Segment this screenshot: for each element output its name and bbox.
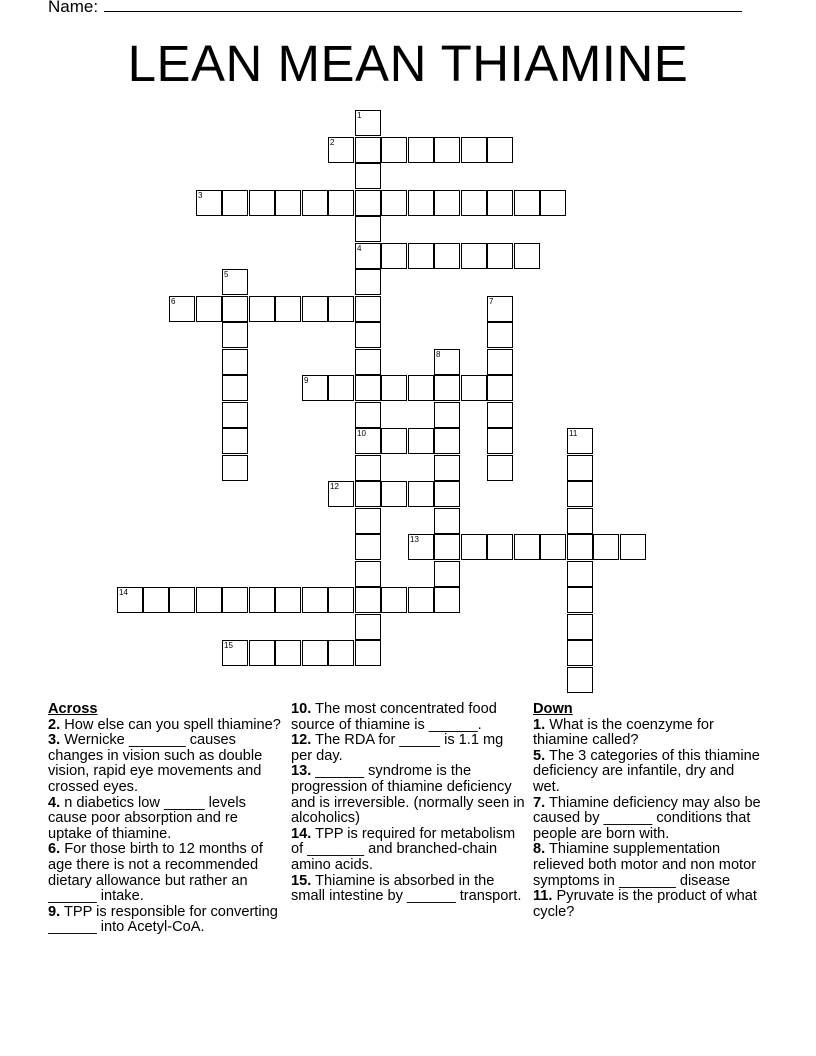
across-clues-continued [291,702,525,905]
grid-cell[interactable] [487,402,513,428]
grid-cell[interactable] [567,587,593,613]
clue-number: 12 [330,482,339,491]
clue-number: 14 [119,588,128,597]
grid-cell[interactable] [408,587,434,613]
clue-item [533,749,763,796]
clue-number: 3 [198,191,203,200]
grid-cell[interactable] [355,163,381,189]
grid-cell[interactable] [514,190,540,216]
clue-number: 6 [171,297,176,306]
grid-cell[interactable] [355,349,381,375]
grid-cell[interactable] [196,190,222,216]
clue-item-text: The most concentrated food source of thiamine is ______. [291,701,497,733]
grid-cell[interactable] [461,534,487,560]
clue-number: 10 [357,429,366,438]
grid-cell[interactable] [567,508,593,534]
grid-cell[interactable] [302,375,328,401]
clue-item-number: 15. [291,872,312,889]
grid-cell[interactable] [222,587,248,613]
grid-cell[interactable] [381,587,407,613]
clue-item [48,842,282,904]
grid-cell[interactable] [461,243,487,269]
clue-number: 4 [357,244,362,253]
grid-cell[interactable] [222,269,248,295]
grid-cell[interactable] [355,110,381,136]
grid-cell[interactable] [487,190,513,216]
grid-cell[interactable] [328,481,354,507]
clue-item-number: 2. [48,716,61,733]
clue-item-number: 11. [533,888,553,905]
grid-cell[interactable] [461,375,487,401]
grid-cell[interactable] [355,534,381,560]
grid-cell[interactable] [461,190,487,216]
grid-cell[interactable] [328,190,354,216]
clue-item-text: ______ syndrome is the progression of thiamine deficiency and is irreversible. (normally seen in alcoholics) [291,763,525,827]
grid-cell[interactable] [434,534,460,560]
clue-item [533,796,763,843]
clue-item [48,718,282,734]
grid-cell[interactable] [514,534,540,560]
clue-item-text: Thiamine deficiency may also be caused by ______ conditions that people are born with. [533,794,761,842]
grid-cell[interactable] [355,296,381,322]
clue-item [48,905,282,936]
grid-cell[interactable] [222,402,248,428]
grid-cell[interactable] [249,587,275,613]
clue-item-number: 13. [291,763,312,780]
grid-cell[interactable] [434,243,460,269]
across-clue-list [48,718,282,936]
clue-item-text: Thiamine is absorbed in the small intestine by ______ transport. [291,872,522,905]
grid-cell[interactable] [355,190,381,216]
grid-cell[interactable] [408,137,434,163]
grid-cell[interactable] [222,349,248,375]
clue-item-text: The RDA for _____ is 1.1 mg per day. [291,732,504,764]
grid-cell[interactable] [567,534,593,560]
clue-item-text: For those birth to 12 months of age there is not a recommended dietary allowance but rather an ______ intake. [48,841,263,905]
grid-cell[interactable] [434,190,460,216]
grid-cell[interactable] [196,296,222,322]
grid-cell[interactable] [355,269,381,295]
grid-cell[interactable] [381,481,407,507]
clue-item [291,827,525,874]
grid-cell[interactable] [355,322,381,348]
grid-cell[interactable] [487,243,513,269]
across-clue-list-continued [291,702,525,905]
across-clues [48,702,282,956]
grid-cell[interactable] [275,190,301,216]
clue-item-number: 7. [533,794,546,811]
grid-cell[interactable] [355,216,381,242]
clue-item [291,702,525,733]
grid-cell[interactable] [540,534,566,560]
clue-item [291,764,525,826]
grid-cell[interactable] [302,587,328,613]
clue-item-number: 9. [48,903,61,920]
grid-cell[interactable] [567,561,593,587]
grid-cell[interactable] [567,428,593,454]
clue-item-text: TPP is responsible for converting ______ into Acetyl-CoA. [48,903,278,936]
name-label: Name: [48,0,99,16]
grid-cell[interactable] [275,640,301,666]
grid-cell[interactable] [408,428,434,454]
grid-cell[interactable] [434,349,460,375]
grid-cell[interactable] [222,322,248,348]
grid-cell[interactable] [434,481,460,507]
grid-cell[interactable] [328,137,354,163]
grid-cell[interactable] [302,640,328,666]
grid-cell[interactable] [381,428,407,454]
grid-cell[interactable] [328,640,354,666]
grid-cell[interactable] [355,640,381,666]
grid-cell[interactable] [487,455,513,481]
grid-cell[interactable] [355,428,381,454]
grid-cell[interactable] [328,587,354,613]
grid-cell[interactable] [408,190,434,216]
down-clues [533,702,763,956]
clue-number: 5 [224,270,229,279]
grid-cell[interactable] [196,587,222,613]
down-clue-list [533,718,763,921]
clue-number: 7 [489,297,494,306]
grid-cell[interactable] [275,587,301,613]
grid-cell[interactable] [143,587,169,613]
grid-cell[interactable] [355,375,381,401]
clue-item-number: 4. [48,794,61,811]
grid-cell[interactable] [487,534,513,560]
grid-cell[interactable] [487,375,513,401]
clue-item-text: n diabetics low _____ levels cause poor absorption and re uptake of thiamine. [48,794,246,842]
grid-cell[interactable] [434,402,460,428]
clue-item-text: What is the coenzyme for thiamine called? [533,716,714,749]
grid-cell[interactable] [567,455,593,481]
grid-cell[interactable] [249,296,275,322]
clue-item-number: 5. [533,747,546,764]
grid-cell[interactable] [328,296,354,322]
grid-cell[interactable] [567,640,593,666]
grid-cell[interactable] [355,455,381,481]
clue-item [533,718,763,749]
clue-item [291,733,525,764]
clue-item [48,733,282,795]
grid-cell[interactable] [540,190,566,216]
grid-cell[interactable] [355,137,381,163]
grid-cell[interactable] [355,561,381,587]
clue-item [533,889,763,920]
grid-cell[interactable] [408,243,434,269]
clue-item [48,796,282,843]
grid-cell[interactable] [222,428,248,454]
grid-cell[interactable] [222,296,248,322]
across-heading: Across [48,702,98,717]
clue-number: 9 [304,376,309,385]
grid-cell[interactable] [487,296,513,322]
clue-item [533,842,763,889]
down-heading: Down [533,702,573,717]
grid-cell[interactable] [328,375,354,401]
grid-cell[interactable] [117,587,143,613]
clue-item-text: How else can you spell thiamine? [60,716,281,733]
clue-item-number: 3. [48,732,61,749]
grid-cell[interactable] [275,296,301,322]
grid-cell[interactable] [487,322,513,348]
grid-cell[interactable] [222,455,248,481]
clue-item-text: Thiamine supplementation relieved both motor and non motor symptoms in _______ disease [533,841,757,889]
grid-cell[interactable] [222,640,248,666]
clue-item [291,874,525,905]
puzzle-title: LEAN MEAN THIAMINE [127,35,689,92]
clue-number: 8 [436,350,441,359]
grid-cell[interactable] [355,508,381,534]
clue-item-number: 8. [533,841,546,858]
grid-cell[interactable] [408,534,434,560]
grid-cell[interactable] [355,614,381,640]
grid-cell[interactable] [461,137,487,163]
grid-cell[interactable] [487,349,513,375]
grid-cell[interactable] [381,190,407,216]
grid-cell[interactable] [355,402,381,428]
grid-cell[interactable] [169,296,195,322]
clue-item-text: TPP is required for metabolism of _______ and branched-chain amino acids. [291,825,516,873]
clue-item-text: Wernicke _______ causes changes in vision such as double vision, rapid eye movements and crossed eyes. [48,732,263,795]
clue-number: 13 [410,535,419,544]
clue-item-number: 1. [533,716,546,733]
grid-cell[interactable] [434,508,460,534]
grid-cell[interactable] [355,587,381,613]
grid-cell[interactable] [169,587,195,613]
grid-cell[interactable] [222,375,248,401]
clue-item-number: 12. [291,732,312,749]
grid-cell[interactable] [487,428,513,454]
clue-item-number: 10. [291,701,312,717]
grid-cell[interactable] [434,587,460,613]
grid-cell[interactable] [408,375,434,401]
grid-cell[interactable] [434,561,460,587]
grid-cell[interactable] [381,375,407,401]
grid-cell[interactable] [249,190,275,216]
grid-cell[interactable] [222,190,248,216]
grid-cell[interactable] [487,137,513,163]
clue-number: 2 [330,138,335,147]
grid-cell[interactable] [593,534,619,560]
grid-cell[interactable] [434,375,460,401]
clue-number: 11 [569,429,578,438]
clue-number: 1 [357,111,362,120]
grid-cell[interactable] [434,455,460,481]
grid-cell[interactable] [355,243,381,269]
grid-cell[interactable] [302,296,328,322]
grid-cell[interactable] [302,190,328,216]
grid-cell[interactable] [355,481,381,507]
grid-cell[interactable] [434,428,460,454]
clue-item-text: Pyruvate is the product of what cycle? [533,888,757,920]
clue-number: 15 [224,641,233,650]
grid-cell[interactable] [514,243,540,269]
grid-cell[interactable] [434,137,460,163]
grid-cell[interactable] [408,481,434,507]
grid-cell[interactable] [567,614,593,640]
grid-cell[interactable] [567,481,593,507]
grid-cell[interactable] [567,667,593,693]
clue-item-text: The 3 categories of this thiamine deficiency are infantile, dry and wet. [533,747,760,795]
grid-cell[interactable] [249,640,275,666]
grid-cell[interactable] [381,137,407,163]
clue-item-number: 6. [48,841,61,858]
grid-cell[interactable] [620,534,646,560]
grid-cell[interactable] [381,243,407,269]
clue-item-number: 14. [291,825,312,842]
